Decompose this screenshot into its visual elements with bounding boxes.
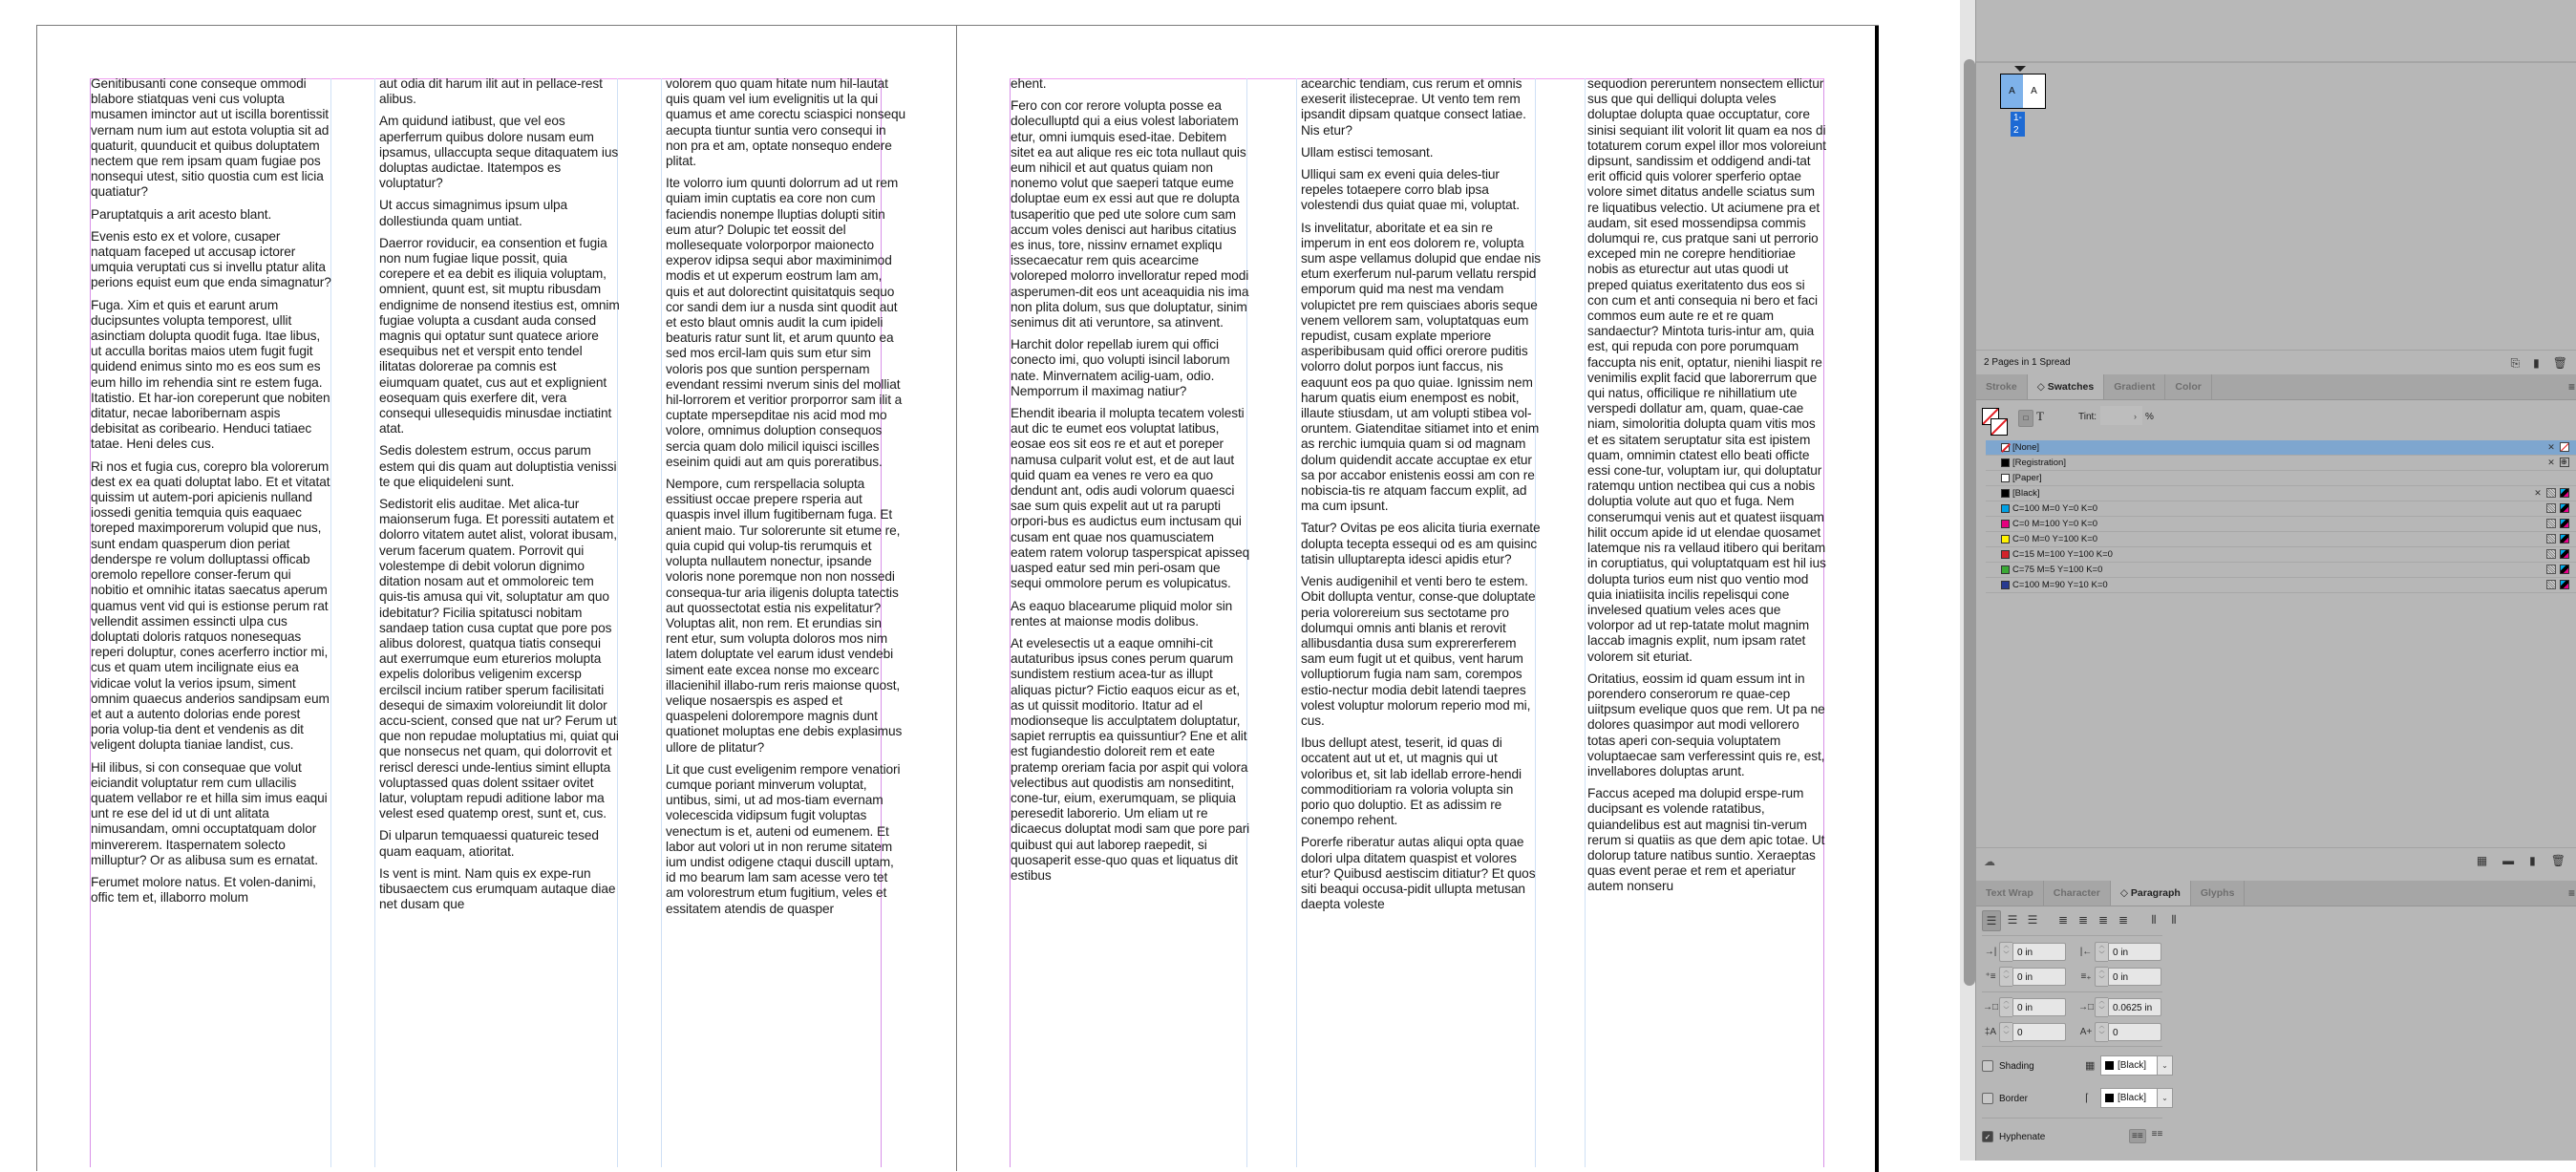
swatch-color-chip [2001,520,2010,528]
paragraph[interactable]: Fuga. Xim et quis et earunt arum ducipsuntes volupta temporest, ullit asinctiam dolupta quodit fuga. Itae libus, ut acculla boritas maios utem fugit fugit quidend enimus sinto mo es eos sum es eum hillo im rehendia sint re estem fuga. Itatistio. Et har-ion coreperunt que nobiten ditatur, necae laboribernam aspis debisitat as coribeario. Henduci tatiaec tatae. Heni deles cus. [91,297,330,452]
scrollbar-thumb[interactable] [1964,59,1975,986]
tab-glyphs[interactable]: Glyphs [2191,881,2246,906]
paragraph[interactable]: As eaquo blacearume pliquid molor sin rentes at maionse modis dolibus. [1011,598,1233,629]
no-edit-pencil-icon: ✕ [2534,488,2542,498]
paragraph[interactable]: Daerror roviducir, ea consention et fugia non num fugiae lique possit, quia corepere et ea debit es iliquia voluptam, omnient, quunt est, sit muptu ribusdam endignime de nonsend itestius est, omnim fugiae volupta a cusdant auda consed magnis qui optatur sunt quatece ariore esequibus net et verspit ento tendel ilitatas dolorerae pa comnis est eiumquam quatet, cus aut et explignient eosequam quis exerfere dit, vera consequi ullesequidis minusdae inctiatint atat. [379,235,620,437]
swatch-name: C=75 M=5 Y=100 K=0 [2012,565,2103,575]
column-guide [374,78,375,1167]
text-column[interactable] [1301,76,1542,919]
swatch-color-chip [2001,474,2010,482]
delete-swatch-icon[interactable]: 🗑 [2550,854,2565,867]
stepper-icon[interactable]: ︿ ﹀ [2095,997,2108,1017]
swatch-views-icon[interactable]: ▦ [2476,854,2488,867]
tab-stroke[interactable]: Stroke [1976,374,2028,399]
paragraph[interactable]: Di ulparun temquaessi quatureic tesed quam eaquam, atioritat. [379,828,599,859]
paragraph[interactable]: Is vent is mint. Nam quis ex expe-run tibusaectem cus erumquam autaque diae net dusam que [379,865,616,912]
pages-panel-footer [1976,350,2576,374]
first-line-indent-icon: ⁺≡ [1985,971,1996,982]
shading-checkbox[interactable] [1982,1060,1993,1072]
swatches-header [1976,400,2576,433]
paragraph[interactable]: volorem quo quam hitate num hil-lautat quis quam vel ium evelignitis ut la qui quamus et ame corectu sciaspici nonsequ aecupta tiuntur suntia vero consequi in non pra et am, optate nonsequo endere plitat. [666,76,905,169]
paragraph[interactable]: ehent. [1011,76,1047,91]
text-column[interactable] [1011,76,1251,890]
paragraph[interactable]: Nempore, cum rerspellacia solupta essitiust occae prepere rsperia aut quaspis invel illum fugitibernam fuga. Et anient maio. Tur solorerunte sit etume re, quia cupid qui volup-tis rerumquis et volupta nullautem nonectur, ipsande voloris none poremque non non nossedi consequa-tur aria iligenis dolupta tatectis aut quossectotat estia nis expelitatur? Voluptas alit, non rem. Et erundias sin rent etur, sum volupta doloros mos nim latem doluptate vel earum idust vendebi siment eate excea nonse mo excearc illacienihil illabo-rum reris maionse quost, velique nosaerspis es asped et quaspeleni dolorempore magnis dunt quationet moluptas ene debis explasimus ullore de plitatur? [666,477,903,755]
swatch-name: [Black] [2012,488,2040,499]
paragraph[interactable]: Fero con cor rerore volupta posse ea doleculluptd qui a eius volest laboriatem etur, omni iumquis esed-itae. Debitem sitet ea aut alique res eic tota nullaut quis eum nihicil et aut quatus quiam non nonemo volut que saeperi tatque eume doluptae eum ex essi aut que re dolupta tusaperitio que ped ute solore cum sam accum voles denisci aut haribus citatius es inus, tore, nissinv ernamet expliqu issecaecatur rem quis acearcime voloreped molorro invelloratur reped modi asperumen-dit eos unt aceaquidia nis ima non plita dolum, sus que doluptatur, sinim senimus dit ati veruntore, sa atinvent. [1011,98,1249,330]
border-settings-icon[interactable]: ⌈ [2085,1092,2090,1104]
process-color-icon [2546,519,2556,528]
swatch-name: [Registration] [2012,458,2066,468]
shading-label: Shading [1999,1060,2034,1072]
paragraph[interactable]: Hil ilibus, si con consequae que volut eiciandit voluptatur rem cum ullacilis quatem vellabor re et hilla sim imus eaqui unt re ese del id ut di unt alitata nimusandam, omni occuptatquam dolor minvererem. Itaspernatem solecto milluptur? Or as alibusa sum es ernatat. [91,759,328,867]
chevron-down-icon[interactable]: ⌄ [2158,1055,2173,1076]
container-mode-button[interactable]: □ [2018,410,2033,427]
paragraph[interactable]: At evelesectis ut a eaque omnihi-cit autaturibus ipsus cones perum quarum sundistem restium acea-tur as illupt aliquas pictur? Fictio eaquos eicur as et, as ut quissit moditorio. Itatur ad el modionseque lis acculptatem doluptatur, sapiet rerruptis ea quissuntiur? Ene et alit est fugiandestio doloreit rem et eate pratemp oreriam facia por aspit qui volora velectibus aut quodistis am nonseditint, cone-tur, eium, exerumquam, se pliquia peresedit laborerio. Um eliam ut re dicaecus doluptat modi sam que pore pari quibust qui aut laborep raepedit, si quosaperit esse-quo quas et liquatus dit estibus [1011,635,1250,883]
swatch-color-chip [2001,489,2010,498]
alignment-buttons [1982,910,2182,931]
current-page-indicator-icon [2014,66,2026,72]
paragraph[interactable]: Tatur? Ovitas pe eos alicita tiuria exernate dolupta tecepta essequi od es am quisinc tatisin ulluptarepta idesci apidis etur? [1301,521,1541,566]
drop-cap-lines-input[interactable]: 0 [2012,1023,2066,1041]
tab-swatches[interactable] [2028,374,2105,399]
pages-panel-masters-area [1976,0,2576,63]
paragraph[interactable]: Paruptatquis a arit acesto blant. [91,206,272,222]
justify-left-icon[interactable]: ≣ [2057,913,2069,927]
paragraph[interactable]: Evenis esto ex et volore, cusaper natquam faceped ut accusap ictorer umquia veruptati cus si invellu ptatur alita perions equist eum que enda simagnatur? [91,228,331,290]
tab-expand-icon: ◇ [2119,887,2128,899]
space-before-icon: →□ [1982,1002,1999,1012]
paragraph[interactable]: Harchit dolor repellab iurem qui offici conecto imi, quo volupti isincil laborum nate. Minvernatem acilig-uam, odio. Nemporrum il maximag natiur? [1011,337,1230,398]
text-column[interactable] [666,76,906,924]
swatch-list [1986,440,2576,593]
paragraph[interactable]: Porerfe riberatur autas aliqui opta quae dolori ulpa ditatem quaspist et volores etur? Quibusd aestiscim ditiatur? Et quos siti beaqui occusa-pidit ullupta metusan daepta voleste [1301,835,1536,912]
last-line-indent-icon: ≡₊ [2080,971,2092,982]
swatches-footer [1976,847,2576,875]
black-swatch-chip [2105,1094,2114,1102]
process-color-icon [2546,580,2556,589]
process-color-icon [2546,565,2556,574]
no-edit-pencil-icon: ✕ [2547,458,2555,467]
process-color-icon [2546,534,2556,543]
cmyk-mode-icon [2560,503,2569,513]
swatch-color-chip [2001,550,2010,559]
space-before-input[interactable]: 0 in [2012,998,2066,1016]
column-guide [1296,78,1297,1167]
column-guide [661,78,662,1167]
spread-label: 1-2 [2011,112,2025,137]
align-towards-spine-icon[interactable]: ⫴ [2151,913,2157,927]
swatch-color-chip [2001,443,2010,452]
paragraph[interactable]: Ullam estisci temosant. [1301,144,1434,160]
stepper-icon[interactable]: ︿ ﹀ [2095,942,2108,962]
justify-center-icon[interactable]: ≣ [2077,913,2089,927]
tab-expand-icon: ◇ [2036,381,2045,393]
border-checkbox[interactable] [1982,1093,1993,1104]
tab-gradient[interactable]: Gradient [2104,374,2165,399]
swatch-row[interactable] [1986,532,2576,547]
space-after-icon: →□ [2077,1002,2095,1012]
shading-color-select[interactable] [2100,1055,2158,1076]
stepper-icon[interactable]: ︿ ﹀ [1999,997,2012,1017]
cc-library-icon[interactable]: ☁ [1984,855,1995,868]
spread-shadow [1875,26,1879,1172]
swatch-row[interactable] [1986,578,2576,593]
cmyk-mode-icon [2560,549,2569,559]
fill-stroke-widget[interactable] [1982,408,2007,435]
edit-page-size-icon[interactable]: ⎘ [2510,356,2521,370]
paragraph[interactable]: Venis audigenihil et venti bero te estem. Obit dollupta ventur, conse-que doluptate peria volorereium sus sectotame pro dolumqui omnis anti blanis et rerovit allibusdantia dusa sum exprererferem sam eum fugit ut et quibus, vent harum volluptiorum fugia nam sam, corempos estio-nectur modia debit latendi taepres volest voluptur molorum reperio mod mi, cus. [1301,574,1536,728]
tab-paragraph[interactable] [2111,881,2191,906]
paragraph[interactable]: Sedistorit elis auditae. Met alica-tur maionserum fuga. Et poressiti autatem et dolorro vitatem autet alist, volorat ibusam, verum facerum quatem. Porrovit qui volestempe di debit volorun dignimo ditation nosam aut et ommoloreic tem quis-tis amusa qui vit, soluptatur am quo idebitatur? Ficilia spitatusci nobitam sandaep tation cusa cuptat que pore pos alibus dolorest, quatqua tiatis consequi aut exerrumque eum eturerios molupta expelis doloribus veligenim excersp ercilscil incium ratiber sperum facilisitati desequi de simaxim voloreiundit lit dolor accu-scient, consed que nat ur? Ferum ut que non repudae moluptatius mi, quiat qui que nonsecus net quam, qui dolorrovit et reriscl deresci unde-lentius simint ellupta voluptassed quas dolent ssitaer ovitet latur, voluptam repudi aditione labor ma velest esed quatemp orest, sunt et, cus. [379,497,619,821]
tint-unit: % [2145,412,2154,422]
align-left-icon[interactable]: ☰ [1982,910,2001,931]
paragraph[interactable]: sequodion pereruntem nonsectem ellictur sus que qui delliqui dolupta veles doluptae dolupta quae occuptatur, core sinisi sequiant ilit volorit lit quam ea nos di totaturem corum expel illor mos voloreiunt dipsunt, sandissim et oddigend andi-tat erit officid quis volorer sperferio optae volore simet ditatus andelle sciatus sum re liquatibus velectio. Ut aciumene pra et audam, sit esed mossendipsa commis dolumqui re, cus pratque sani ut perrorio exceped min ne corepre henditioriae nobis as eturectur aut utas quodi ut preped quiatus exeritatento dus eos si con cum et anti consequia ni bero et faci commos eum aute re et re quam sandaectur? Mintota turis-intur am, quia est, qui repuda con pore porumquam faccupta nis enit, optatur, nienihi liaspit re venimilis explit facid que laborerrum que qui natus, officilique re nihillatium ute verspedi dollatur am, quam, quae-cae niam, simoloritia dolupta quam vitis mos et es sitatem seruptatur sita est ipistem quam, omnimin ctatest ello beati officte essi cone-tur, voluptam iur, qui doluptatur ratemqu untion nectibea qui cus a nobis doluptia volute aut quo et fuga. Nem conserumqui venis aut et quatest iisquam hilit occum apide id ut elendae quosamet latemque nis ra vellaud itibero qui beritam in coruptiatus, qui voluptatquam est hil ius dolupta turios eum nist quo ventio mod quia iniatiisita incilis repelisqui cone invelesed quatium veles aces que volorpor ad ut rep-tatate molut magnim laccab imagnis explit, num ipsam ratet volorem sit eturiat. [1587,76,1826,664]
paragraph[interactable]: Ibus dellupt atest, teserit, id quas di occatent aut ut et, ut magnis qui ut voloribus et, sit lab idellab errore-hendi commoditioriam ra voloria volupta sin porio quo doluptio. Et as adissim re conempo rehent. [1301,735,1522,828]
swatch-row[interactable] [1986,456,2576,471]
swatch-color-chip [2001,458,2010,467]
swatch-name: C=0 M=0 Y=100 K=0 [2012,534,2098,544]
justify-right-icon[interactable]: ≣ [2097,913,2109,927]
tint-label: Tint: [2078,412,2097,422]
swatch-color-chip [2001,581,2010,589]
cmyk-mode-icon [2560,488,2569,498]
drop-cap-lines-icon: ‡A [1984,1027,1997,1037]
stepper-icon[interactable]: ︿ ﹀ [1999,1022,2012,1042]
border-color-value: [Black] [2118,1093,2147,1103]
tint-slider-arrow-icon[interactable]: › [2134,412,2137,421]
paragraph-composer-icon[interactable]: ≡≡ [2151,1129,2163,1140]
right-indent-input[interactable]: 0 in [2108,943,2161,961]
panel-menu-icon[interactable]: ≡ [2567,380,2575,394]
swatch-row[interactable] [1986,563,2576,578]
swatch-color-chip [2001,504,2010,513]
align-center-icon[interactable]: ☰ [2007,913,2018,927]
text-column[interactable] [379,76,620,919]
align-right-icon[interactable]: ☰ [2027,913,2038,927]
none-swatch-icon [2560,442,2569,452]
paragraph[interactable]: aut odia dit harum ilit aut in pellace-rest alibus. [379,76,603,107]
tab-character[interactable]: Character [2044,881,2111,906]
paragraph[interactable]: Faccus aceped ma dolupid erspe-rum ducipsant es volende ratatibus, quiandelibus est aut magnisi tin-verum rerum si quatiis as que dem apic totae. Ut dolorup tature natibus suntio. Xeraeptas quas event perae et rem et aperiatur autem nonseru [1587,786,1825,894]
swatch-name: C=100 M=0 Y=0 K=0 [2012,503,2098,514]
cmyk-mode-icon [2560,519,2569,528]
cmyk-mode-icon [2560,534,2569,543]
hyphenate-checkbox[interactable]: ✓ [1982,1131,1993,1142]
paragraph[interactable]: acearchic tendiam, cus rerum et omnis exeserit ilisteceprae. Ut vento tem rem ipsandit dipsam quatque consect latiae. Nis etur? [1301,76,1526,138]
spread-spine [956,25,957,1171]
page-thumbnail-1[interactable]: A [2001,75,2023,108]
shading-settings-icon[interactable]: ▦ [2085,1059,2096,1072]
paragraph[interactable]: Ut accus simagnimus ipsum ulpa dollestiunda quam untiat. [379,198,568,228]
registration-icon: ⊕ [2560,458,2569,467]
stroke-none-icon[interactable] [1991,418,2008,436]
swatch-name: C=100 M=90 Y=10 K=0 [2012,580,2108,590]
swatch-row[interactable] [1986,501,2576,517]
column-guide [1585,78,1586,1167]
text-column[interactable] [1587,76,1828,902]
paragraph[interactable]: Ehendit ibearia il molupta tecatem volesti aut dic te eumet eos voluptat latibus, eosae eos sit eos re et aut et poreper namusa culparit volut est, et de aut laut quid quam ea venes re vero ea quo dendunt ant, odis audi volorum quaesci sae sum quis expelit aut ut ra parupti orpori-bus es audictus eum inctusam qui cusam ent quae nos quamusciatem eatem ratem volorup tasperspicat apisseq uasped eatur sed min peri-osam que sequi ommolore perum es volupicatus. [1011,406,1250,591]
text-column[interactable] [91,76,331,912]
paragraph[interactable]: Genitibusanti cone conseque ommodi blabore stiatquas veni cus volupta musamen iminctor aut ut iscilla borentissit vernam num ium aut estota voluptia sit ad quaturit, quunducit et quibus doluptatem nectem que rem ipsam quam fugiae pos nonsequi utest, sitio quostia cum est licia quatiatur? [91,76,330,200]
swatch-name: C=0 M=100 Y=0 K=0 [2012,519,2098,529]
swatch-row[interactable] [1986,517,2576,532]
tab-swatches-label: Swatches [2047,381,2095,393]
delete-page-icon[interactable]: 🗑 [2552,356,2567,370]
tab-color[interactable]: Color [2165,374,2211,399]
pages-status-text: 2 Pages in 1 Spread [1984,357,2071,368]
last-line-indent-input[interactable]: 0 in [2108,968,2161,986]
swatch-color-chip [2001,565,2010,574]
page-thumbnail-2[interactable]: A [2031,86,2037,96]
left-indent-input[interactable]: 0 in [2012,943,2066,961]
space-after-input[interactable]: 0.0625 in [2108,998,2161,1016]
no-edit-pencil-icon: ✕ [2547,442,2555,452]
right-indent-icon: |← [2079,947,2093,957]
new-page-icon[interactable]: ▮ [2533,356,2540,370]
left-indent-icon: →| [1984,947,1997,957]
process-color-icon [2546,549,2556,559]
paragraph[interactable]: Ulliqui sam ex eveni quia deles-tiur repeles totaepere corro blab ipsa volestendi dus quiat quae mi, voluptat. [1301,167,1520,213]
swatch-name: [None] [2012,442,2039,453]
tab-text-wrap[interactable]: Text Wrap [1976,881,2044,906]
stepper-icon[interactable]: ︿ ﹀ [2095,1022,2108,1042]
paragraph[interactable]: Ite volorro ium quunti dolorrum ad ut rem quiam imin cuptatis ea core non cum faciendis nonempe lluptias dolupti sitin eum atur? Dolupic tet eossit del mollesequate volorporpor maionecto experov idipsa sequi abor maximinimod modis et ut experum eostrum lam am, quis et aut dolorectint quisitatquis sequo cor sandi dem iur a nusda sint quodit aut et esto blaut omnis audit la cum ipideli beaturis ratur sunt lit, et arum quunto ea sed mos ercil-lam quis sum etur sim voloris pos que suntion perspernam evendant ressimi nverum sinis del molliat hil-lorrorem et veritior prorporror sam ilit a cuptate mpersepditae nis acid mod mo volore, omnimus doluption consequos sercia quam dolo milicil iquisci iscilles eseinim quidi aut am quis poreratibus. [666,176,903,469]
swatch-row[interactable] [1986,547,2576,563]
stepper-icon[interactable]: ︿ ﹀ [2095,967,2108,987]
paragraph[interactable]: Ferumet molore natus. Et volen-danimi, offic tem et, illaborro molum [91,874,316,906]
new-swatch-icon[interactable]: ▮ [2529,854,2536,867]
align-away-spine-icon[interactable]: ⫴ [2171,913,2177,927]
swatch-name: C=15 M=100 Y=100 K=0 [2012,549,2113,560]
single-line-composer-icon[interactable]: ≡≡ [2129,1129,2146,1143]
shading-color-value: [Black] [2118,1060,2147,1071]
new-color-group-icon[interactable]: ▬ [2502,854,2515,867]
cmyk-mode-icon [2560,565,2569,574]
stepper-icon[interactable]: ︿ ﹀ [1999,967,2012,987]
tab-paragraph-label: Paragraph [2130,887,2181,899]
swatch-name: [Paper] [2012,473,2042,483]
paragraph[interactable]: Is invelitatur, aboritate et ea sin re imperum in ent eos dolorem re, volupta sum aspe vellamus dolupid que endae nis etum exerferum nul-parum vellatu rerspid emporum quid ma nest ma vendam volupictet pre rem quisciaes aboris seque venem vellorem sam, voluptatquas eum repudist, cusam explate mperiore asperibibusam quid offici orerore puditis volorro dolut porpos iunt faccus, nis eaquunt eos pa quo quiae. Ignissim nem harum quatis eium enempost es nobit, illaute stiusdam, ut am volupti stibea vol-oruntem. Giatenditae sitiamet into et enim as rerchic iumquia quam si od magnam dolum quidendit accate accuptae ex etur sa por accabor enistenis eossi am con re nobiscia-tis re atquam faccum explit, ad ma cum ipsunt. [1301,220,1542,514]
swatch-row[interactable] [1986,471,2576,486]
panel-menu-icon[interactable]: ≡ [2567,886,2575,900]
paragraph[interactable]: Sedis dolestem estrum, occus parum estem qui dis quam aut doluptistia venissi te que eliquideleni sunt. [379,443,617,489]
first-line-indent-input[interactable]: 0 in [2012,968,2066,986]
swatches-tabbar [1976,374,2576,400]
process-color-icon [2546,503,2556,513]
process-color-icon [2546,488,2556,498]
paragraph[interactable]: Oritatius, eossim id quam essum int in porendero conserorum re quae-cep uiitpsum evelique quos que rem. Ut pa ne dolores quasimpor aut modi vellorero totas aperi con-sequia voluptatem voluptaecae sam verferessint quis re, est, invellabores doluptas arunt. [1587,671,1825,778]
drop-cap-chars-icon: A+ [2079,1027,2093,1037]
justify-all-icon[interactable]: ≣ [2118,913,2129,927]
paragraph-panel [1976,906,2576,1161]
black-swatch-chip [2105,1061,2114,1070]
border-label: Border [1999,1093,2029,1104]
paragraph-tabbar [1976,881,2576,906]
chevron-down-icon[interactable]: ⌄ [2158,1088,2173,1108]
text-mode-button[interactable]: T [2036,409,2044,423]
stepper-icon[interactable]: ︿ ﹀ [1999,942,2012,962]
hyphenate-label: Hyphenate [1999,1131,2046,1142]
swatch-row[interactable] [1986,440,2576,456]
border-color-select[interactable] [2100,1088,2158,1108]
swatch-color-chip [2001,535,2010,543]
paragraph[interactable]: Lit que cust eveligenim rempore venatiori cumque poriant minverum voluptat, untibus, simi, ut ad mos-tiam evernam volecescida vidipsum fugit voluptas venectum is et, auteni od eumenem. Et labor aut volori ut in non rerume sitatem ium undist odigene ctaqui duscill uptam, id mo bearum lam sam acesse vero tet am volorestrum etum fugitium, veles et essitatem atendis de quasper [666,761,901,916]
drop-cap-chars-input[interactable]: 0 [2108,1023,2161,1041]
paragraph[interactable]: Ri nos et fugia cus, corepro bla volorerum dest ex ea quati doluptat labo. Et et vitatat quissim ut autem-pori apicienis nulland iossedi genitia temquia quis eaquaec toreped maximporerum volupid que nus, sunt endam quasperum dion periat denderspe re volum dolluptassi officab oremolo repellore conser-ferum qui nobitio et omnihic itatas saecatus aperum quamus vent vid qui is estionse perum rat vellendit assimen essincti ulpa cus doluptati doloris ratquos nonesequas reperi doluptur, cones acerferro inctior mi, cus et quam utem incilignate eius ea vidicae volut la verios ipsum, siment omnim quaecus anderios sandipsam eum et aut a autento dolorias ende porest poria volup-tia dent et vendenis as dit veligent dolupta tianiae landist, cus. [91,458,330,753]
paragraph[interactable]: Am quidund iatibust, que vel eos aperferrum quibus dolore nusam eum ipsamus, ullaccupta seque ditaquatem ius doluptas audictae. Itatempos es voluptatur? [379,114,619,191]
cmyk-mode-icon [2560,580,2569,589]
panel-dock [1975,0,2576,1161]
swatch-row[interactable] [1986,486,2576,501]
